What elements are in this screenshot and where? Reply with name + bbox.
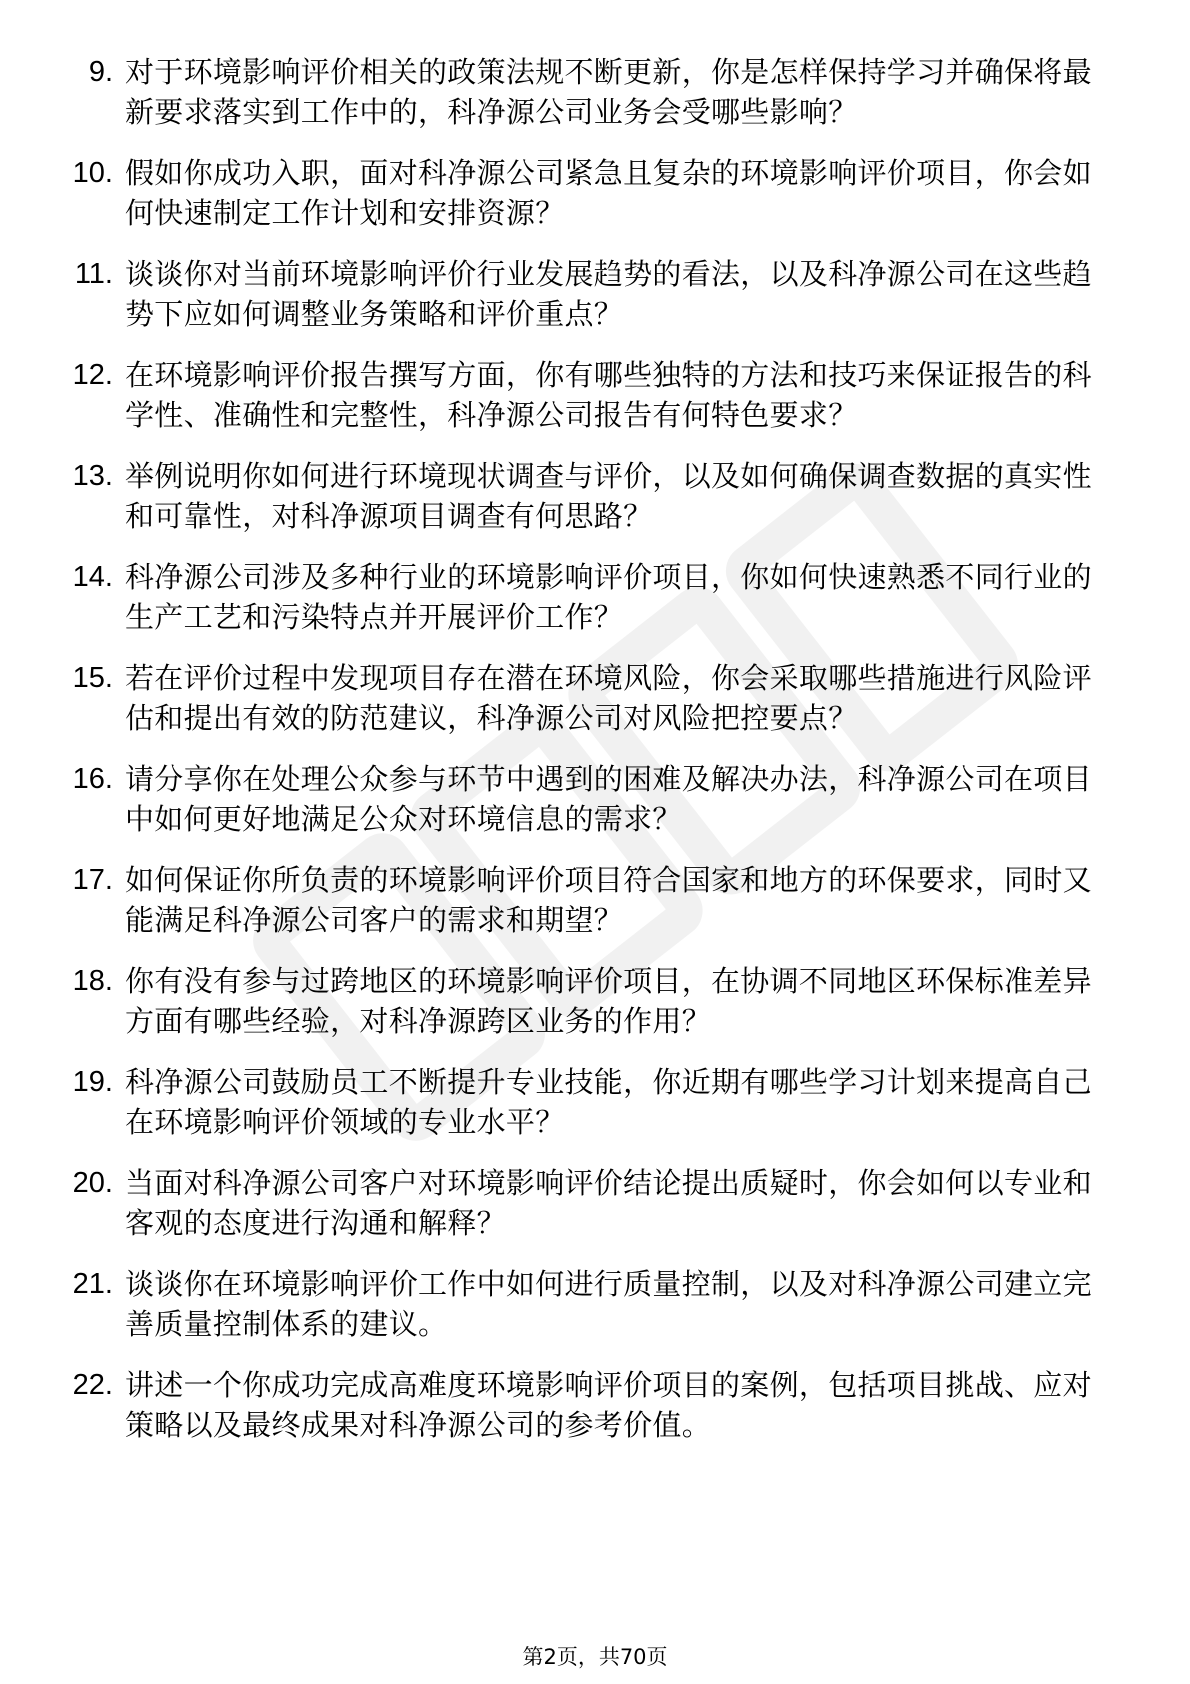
question-text: 举例说明你如何进行环境现状调查与评价，以及如何确保调查数据的真实性和可靠性，对科净源项目调查有何思路？ <box>125 459 1092 533</box>
list-item <box>55 254 1115 334</box>
list-item <box>55 1365 1115 1445</box>
question-number: 13. <box>72 460 113 492</box>
question-text: 谈谈你在环境影响评价工作中如何进行质量控制，以及对科净源公司建立完善质量控制体系的建议。 <box>125 1267 1092 1341</box>
list-item <box>55 1264 1115 1344</box>
question-text: 如何保证你所负责的环境影响评价项目符合国家和地方的环保要求，同时又能满足科净源公司客户的需求和期望？ <box>125 863 1092 937</box>
list-item <box>55 1163 1115 1243</box>
question-text: 谈谈你对当前环境影响评价行业发展趋势的看法，以及科净源公司在这些趋势下应如何调整业务策略和评价重点？ <box>125 257 1092 331</box>
question-text: 若在评价过程中发现项目存在潜在环境风险，你会采取哪些措施进行风险评估和提出有效的防范建议，科净源公司对风险把控要点？ <box>125 661 1092 735</box>
list-item <box>55 759 1115 839</box>
question-number: 14. <box>72 561 113 593</box>
question-number: 15. <box>72 662 113 694</box>
question-text: 请分享你在处理公众参与环节中遇到的困难及解决办法，科净源公司在项目中如何更好地满足公众对环境信息的需求？ <box>125 762 1092 836</box>
question-number: 19. <box>72 1066 113 1098</box>
question-number: 9. <box>88 56 113 88</box>
list-item <box>55 961 1115 1041</box>
list-item <box>55 456 1115 536</box>
question-text: 在环境影响评价报告撰写方面，你有哪些独特的方法和技巧来保证报告的科学性、准确性和完整性，科净源公司报告有何特色要求？ <box>125 358 1092 432</box>
list-item <box>55 355 1115 435</box>
question-text: 对于环境影响评价相关的政策法规不断更新，你是怎样保持学习并确保将最新要求落实到工作中的，科净源公司业务会受哪些影响？ <box>125 55 1092 129</box>
list-item <box>55 658 1115 738</box>
question-text: 讲述一个你成功完成高难度环境影响评价项目的案例，包括项目挑战、应对策略以及最终成果对科净源公司的参考价值。 <box>125 1368 1092 1442</box>
question-number: 21. <box>72 1268 113 1300</box>
question-number: 22. <box>72 1369 113 1401</box>
list-item <box>55 52 1115 132</box>
list-item <box>55 860 1115 940</box>
question-number: 20. <box>72 1167 113 1199</box>
question-text: 你有没有参与过跨地区的环境影响评价项目，在协调不同地区环保标准差异方面有哪些经验，对科净源跨区业务的作用？ <box>125 964 1092 1038</box>
question-number: 18. <box>72 965 113 997</box>
question-number: 16. <box>72 763 113 795</box>
question-number: 17. <box>72 864 113 896</box>
question-list <box>55 52 1115 1466</box>
page-footer: 第2页，共70页 <box>522 1645 668 1669</box>
question-number: 10. <box>72 157 113 189</box>
question-text: 科净源公司鼓励员工不断提升专业技能，你近期有哪些学习计划来提高自己在环境影响评价领域的专业水平？ <box>125 1065 1092 1139</box>
list-item <box>55 557 1115 637</box>
question-text: 假如你成功入职，面对科净源公司紧急且复杂的环境影响评价项目，你会如何快速制定工作计划和安排资源？ <box>125 156 1092 230</box>
question-text: 当面对科净源公司客户对环境影响评价结论提出质疑时，你会如何以专业和客观的态度进行沟通和解释？ <box>125 1166 1092 1240</box>
list-item <box>55 153 1115 233</box>
question-text: 科净源公司涉及多种行业的环境影响评价项目，你如何快速熟悉不同行业的生产工艺和污染特点并开展评价工作？ <box>125 560 1092 634</box>
list-item <box>55 1062 1115 1142</box>
question-number: 11. <box>74 258 113 290</box>
question-number: 12. <box>72 359 113 391</box>
